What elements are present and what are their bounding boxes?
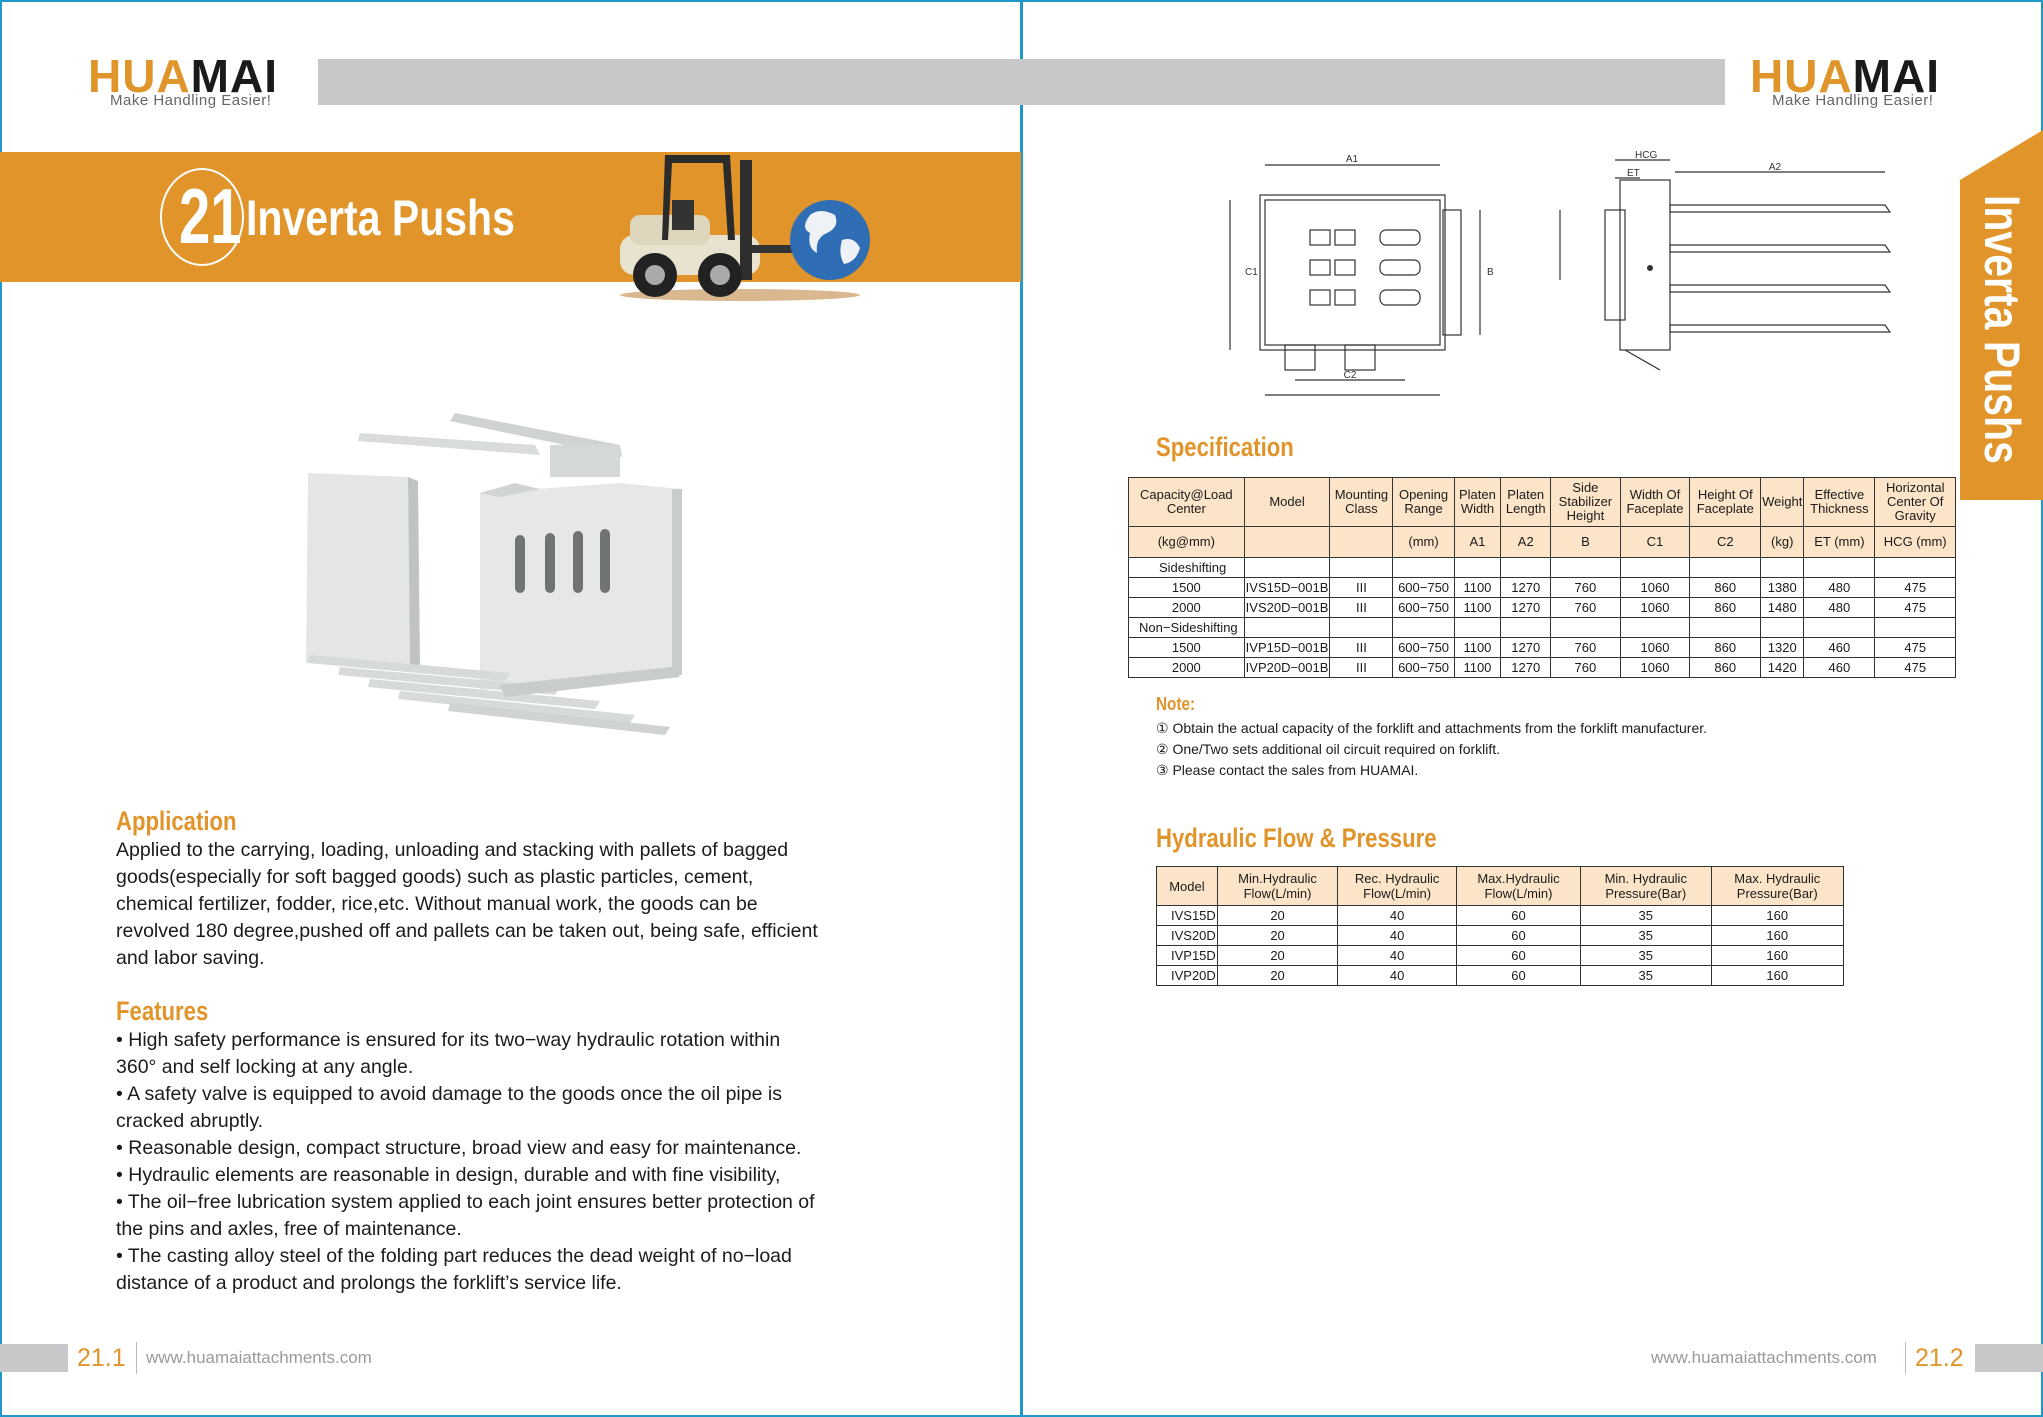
spec-col-mounting: Mounting Class <box>1330 478 1393 527</box>
hyd-col-model: Model <box>1157 867 1218 906</box>
spec-col-platen-length: Platen Length <box>1501 478 1551 527</box>
hydraulic-row: IVP15D 20 40 60 35 160 <box>1157 946 1844 966</box>
application-title: Application <box>116 806 237 836</box>
feature-line: 360° and self locking at any angle. <box>116 1056 414 1078</box>
feature-line: • Reasonable design, compact structure, broad view and easy for maintenance. <box>116 1137 802 1159</box>
hydraulic-row: IVS15D 20 40 60 35 160 <box>1157 906 1844 926</box>
note-title: Note: <box>1156 694 1196 714</box>
hyd-col-max-pressure: Max. Hydraulic Pressure(Bar) <box>1711 867 1843 906</box>
product-image-inverta-push <box>300 405 690 735</box>
right-logo: HUAMAI <box>1750 50 1940 102</box>
spec-col-platen-width: Platen Width <box>1454 478 1501 527</box>
spec-unit-cell: C1 <box>1620 527 1690 558</box>
spec-col-opening: Opening Range <box>1393 478 1454 527</box>
features-list <box>116 1027 906 1297</box>
spec-group-label: Sideshifting <box>1129 558 1245 578</box>
right-footer-bar <box>1975 1344 2043 1372</box>
spec-group-label: Non−Sideshifting <box>1129 618 1245 638</box>
feature-line: • The oil−free lubrication system applied to each joint ensures better protection of <box>116 1191 815 1213</box>
right-logo-tagline: Make Handling Easier! <box>1772 92 1934 109</box>
feature-line: cracked abruptly. <box>116 1110 264 1132</box>
left-logo: HUAMAI <box>88 50 278 102</box>
header-bar <box>318 59 1725 105</box>
feature-line: • A safety valve is equipped to avoid damage to the goods once the oil pipe is <box>116 1083 782 1105</box>
banner-title: Inverta Pushs <box>246 190 515 246</box>
spec-row: 1500 IVP15D−001B III 600−750 1100 1270 760 1060 860 1320 460 475 <box>1129 638 1956 658</box>
spec-header-row <box>1129 478 1956 527</box>
forklift-globe-illustration <box>610 145 880 305</box>
application-line: and labor saving. <box>116 947 265 969</box>
spec-col-model: Model <box>1244 478 1330 527</box>
spec-unit-cell: ET (mm) <box>1804 527 1875 558</box>
application-line: Applied to the carrying, loading, unloading and stacking with pallets of bagged <box>116 839 789 861</box>
spec-col-hcg: Horizontal Center Of Gravity <box>1875 478 1956 527</box>
side-tab-title: Inverta Pushs <box>1974 195 2030 464</box>
feature-line: • Hydraulic elements are reasonable in design, durable and with fine visibility, <box>116 1164 781 1186</box>
drawing-label-et: ET <box>1627 168 1640 179</box>
right-footer-url[interactable]: www.huamaiattachments.com <box>1651 1348 1877 1367</box>
features-title: Features <box>116 996 209 1026</box>
feature-line: • The casting alloy steel of the folding part reduces the dead weight of no−load <box>116 1245 792 1267</box>
feature-line: distance of a product and prolongs the forklift’s service life. <box>116 1272 622 1294</box>
technical-drawing-side <box>1525 150 1905 375</box>
spec-row: 2000 IVP20D−001B III 600−750 1100 1270 760 1060 860 1420 460 475 <box>1129 658 1956 678</box>
application-line: chemical fertilizer, fodder, rice,etc. Without manual work, the goods can be <box>116 893 758 915</box>
spec-row: 2000 IVS20D−001B III 600−750 1100 1270 760 1060 860 1480 480 475 <box>1129 598 1956 618</box>
hyd-col-min-flow: Min.Hydraulic Flow(L/min) <box>1217 867 1337 906</box>
hydraulic-table <box>1156 866 1844 986</box>
spec-unit-cell: (kg@mm) <box>1129 527 1245 558</box>
spec-col-stabilizer: Side Stabilizer Height <box>1551 478 1620 527</box>
application-line: revolved 180 degree,pushed off and pallets can be taken out, being safe, efficient <box>116 920 818 942</box>
chapter-number: 21 <box>178 172 242 260</box>
drawing-label-b: B <box>1487 267 1494 278</box>
hyd-col-min-pressure: Min. Hydraulic Pressure(Bar) <box>1581 867 1711 906</box>
spec-unit-cell: A1 <box>1454 527 1501 558</box>
specification-title: Specification <box>1156 432 1294 462</box>
left-footer-divider <box>136 1342 137 1374</box>
left-logo-tagline: Make Handling Easier! <box>110 92 272 109</box>
spec-col-weight: Weight <box>1761 478 1804 527</box>
technical-drawing-front <box>1215 150 1495 405</box>
application-line: goods(especially for soft bagged goods) such as plastic particles, cement, <box>116 866 754 888</box>
spec-group-row <box>1129 618 1956 638</box>
feature-line: the pins and axles, free of maintenance. <box>116 1218 462 1240</box>
drawing-label-a1: A1 <box>1345 154 1359 165</box>
spec-col-capacity: Capacity@Load Center <box>1129 478 1245 527</box>
note-item: ② One/Two sets additional oil circuit required on forklift. <box>1156 741 1501 757</box>
note-item: ③ Please contact the sales from HUAMAI. <box>1156 762 1419 778</box>
hydraulic-title: Hydraulic Flow & Pressure <box>1156 823 1437 853</box>
left-page-number: 21.1 <box>77 1344 126 1372</box>
note-item: ① Obtain the actual capacity of the forklift and attachments from the forklift manufacturer. <box>1156 720 1708 736</box>
spec-unit-cell: A2 <box>1501 527 1551 558</box>
drawing-label-a2: A2 <box>1768 162 1782 173</box>
hyd-col-max-flow: Max.Hydraulic Flow(L/min) <box>1456 867 1580 906</box>
feature-line: • High safety performance is ensured for its two−way hydraulic rotation within <box>116 1029 781 1051</box>
right-footer-divider <box>1905 1342 1906 1374</box>
spec-group-row <box>1129 558 1956 578</box>
spec-unit-cell: (kg) <box>1761 527 1804 558</box>
spec-col-thickness: Effective Thickness <box>1804 478 1875 527</box>
specification-table <box>1128 477 1956 678</box>
spec-unit-row <box>1129 527 1956 558</box>
hyd-col-rec-flow: Rec. Hydraulic Flow(L/min) <box>1338 867 1457 906</box>
drawing-label-hcg: HCG <box>1635 150 1658 161</box>
application-text <box>116 837 896 972</box>
right-page-number: 21.2 <box>1915 1344 1964 1372</box>
spec-unit-cell: B <box>1551 527 1620 558</box>
hydraulic-header-row <box>1157 867 1844 906</box>
spec-unit-cell <box>1330 527 1393 558</box>
drawing-label-c2: C2 <box>1343 370 1357 381</box>
drawing-label-c1: C1 <box>1245 267 1258 278</box>
left-footer-url[interactable]: www.huamaiattachments.com <box>146 1348 372 1367</box>
spec-unit-cell: HCG (mm) <box>1875 527 1956 558</box>
spec-unit-cell <box>1244 527 1330 558</box>
left-footer-bar <box>0 1344 68 1372</box>
spec-unit-cell: C2 <box>1690 527 1761 558</box>
spec-unit-cell: (mm) <box>1393 527 1454 558</box>
hydraulic-row: IVS20D 20 40 60 35 160 <box>1157 926 1844 946</box>
hydraulic-row: IVP20D 20 40 60 35 160 <box>1157 966 1844 986</box>
spec-col-faceplate-width: Width Of Faceplate <box>1620 478 1690 527</box>
spec-col-faceplate-height: Height Of Faceplate <box>1690 478 1761 527</box>
spec-row: 1500 IVS15D−001B III 600−750 1100 1270 760 1060 860 1380 480 475 <box>1129 578 1956 598</box>
